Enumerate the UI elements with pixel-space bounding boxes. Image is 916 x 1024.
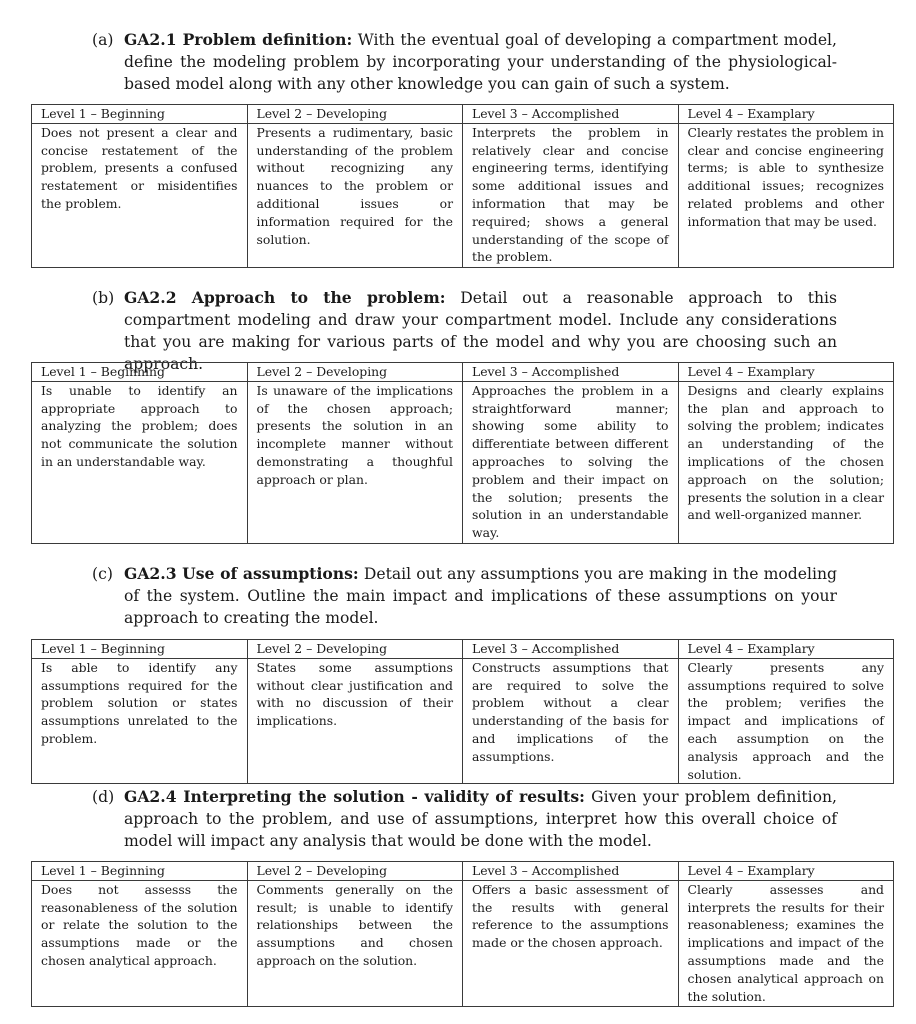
level-4-header: Level 4 – Examplary xyxy=(678,640,894,659)
level-1-header: Level 1 – Beginning xyxy=(32,862,248,881)
level-4-description: Clearly presents any assumptions required to solve the problem; verifies the impact and implications of each assumption on the analysis approach and the solution. xyxy=(678,658,894,784)
level-4-description: Clearly restates the problem in clear and concise engineering terms; is able to synthesize additional issues; recognizes related problems and other information that may be used. xyxy=(678,123,894,267)
rubric-description-row xyxy=(32,880,894,1006)
level-2-header: Level 2 – Developing xyxy=(247,105,463,124)
level-3-description: Constructs assumptions that are required to solve the problem without a clear understanding of the basis for and implications of the assumptions. xyxy=(463,658,679,784)
level-1-header: Level 1 – Beginning xyxy=(32,363,248,382)
level-2-description: States some assumptions without clear justification and with no discussion of their implications. xyxy=(247,658,463,784)
level-2-description: Comments generally on the result; is unable to identify relationships between the assumptions and chosen approach on the solution. xyxy=(247,880,463,1006)
level-3-header: Level 3 – Accomplished xyxy=(463,105,679,124)
level-1-description: Does not present a clear and concise restatement of the problem, presents a confused restatement or misidentifies the problem. xyxy=(32,123,248,267)
level-4-header: Level 4 – Examplary xyxy=(678,105,894,124)
level-3-header: Level 3 – Accomplished xyxy=(463,363,679,382)
section-a-tag: (a) xyxy=(92,31,114,49)
level-2-header: Level 2 – Developing xyxy=(247,363,463,382)
section-d-tag: (d) xyxy=(92,788,115,806)
level-2-description: Is unaware of the implications of the chosen approach; presents the solution in an incomplete manner without demonstrating a thoughful approach or plan. xyxy=(247,381,463,543)
level-2-header: Level 2 – Developing xyxy=(247,862,463,881)
level-4-description: Designs and clearly explains the plan and approach to solving the problem; indicates an understanding of the implications of the chosen approach on the solution; presents the solution in a clear and well-organized manner. xyxy=(678,381,894,543)
level-1-description: Is able to identify any assumptions required for the problem solution or states assumptions unrelated to the problem. xyxy=(32,658,248,784)
section-c-prompt xyxy=(92,563,837,629)
section-a-rubric-table xyxy=(31,104,894,268)
section-c-text: Detail out any assumptions you are making in the modeling of the system. Outline the main impact and implications of these assumptions on your approach to creating the model. xyxy=(124,565,837,627)
section-b-tag: (b) xyxy=(92,289,115,307)
level-2-header: Level 2 – Developing xyxy=(247,640,463,659)
rubric-description-row xyxy=(32,381,894,543)
level-3-description: Offers a basic assessment of the results with general reference to the assumptions made or the chosen approach. xyxy=(463,880,679,1006)
section-a-text: With the eventual goal of developing a compartment model, define the modeling problem by incorporating your understanding of the physiological-based model along with any other knowledge you can gain of such a system. xyxy=(124,31,837,93)
rubric-header-row xyxy=(32,862,894,881)
level-4-header: Level 4 – Examplary xyxy=(678,862,894,881)
rubric-header-row xyxy=(32,105,894,124)
section-d-prompt xyxy=(92,786,837,852)
level-4-description: Clearly assesses and interprets the results for their reasonableness; examines the implications and impact of the assumptions made and the chosen analytical approach on the solution. xyxy=(678,880,894,1006)
level-3-description: Interprets the problem in relatively clear and concise engineering terms, identifying some additional issues and information that may be required; shows a general understanding of the scope of the problem. xyxy=(463,123,679,267)
rubric-description-row xyxy=(32,658,894,784)
level-1-description: Is unable to identify an appropriate approach to analyzing the problem; does not communicate the solution in an understandable way. xyxy=(32,381,248,543)
level-1-header: Level 1 – Beginning xyxy=(32,640,248,659)
section-b-heading: GA2.2 Approach to the problem: xyxy=(124,288,446,307)
section-c-rubric-table xyxy=(31,639,894,784)
section-b-text: Detail out a reasonable approach to this compartment modeling and draw your compartment model. Include any considerations that you are making for various parts of the model and why you are choosing such an approach. xyxy=(124,289,837,373)
level-3-description: Approaches the problem in a straightforward manner; showing some ability to differentiate between different approaches to solving the problem and their impact on the solution; presents the solution in an understandable way. xyxy=(463,381,679,543)
rubric-header-row xyxy=(32,640,894,659)
section-d-text: Given your problem definition, approach to the problem, and use of assumptions, interpret how this overall choice of model will impact any analysis that would be done with the model. xyxy=(124,788,838,850)
section-a-heading: GA2.1 Problem definition: xyxy=(124,30,353,49)
level-1-description: Does not assesss the reasonableness of the solution or relate the solution to the assumptions made or the chosen analytical approach. xyxy=(32,880,248,1006)
rubric-header-row xyxy=(32,363,894,382)
section-c-tag: (c) xyxy=(92,565,113,583)
section-a-prompt xyxy=(92,29,837,95)
level-2-description: Presents a rudimentary, basic understanding of the problem without recognizing any nuances to the problem or additional issues or information required for the solution. xyxy=(247,123,463,267)
level-1-header: Level 1 – Beginning xyxy=(32,105,248,124)
level-4-header: Level 4 – Examplary xyxy=(678,363,894,382)
rubric-description-row xyxy=(32,123,894,267)
section-b-rubric-table xyxy=(31,362,894,544)
section-d-heading: GA2.4 Interpreting the solution - validity of results: xyxy=(124,787,585,806)
section-d-rubric-table xyxy=(31,861,894,1007)
level-3-header: Level 3 – Accomplished xyxy=(463,862,679,881)
section-c-heading: GA2.3 Use of assumptions: xyxy=(124,564,359,583)
level-3-header: Level 3 – Accomplished xyxy=(463,640,679,659)
